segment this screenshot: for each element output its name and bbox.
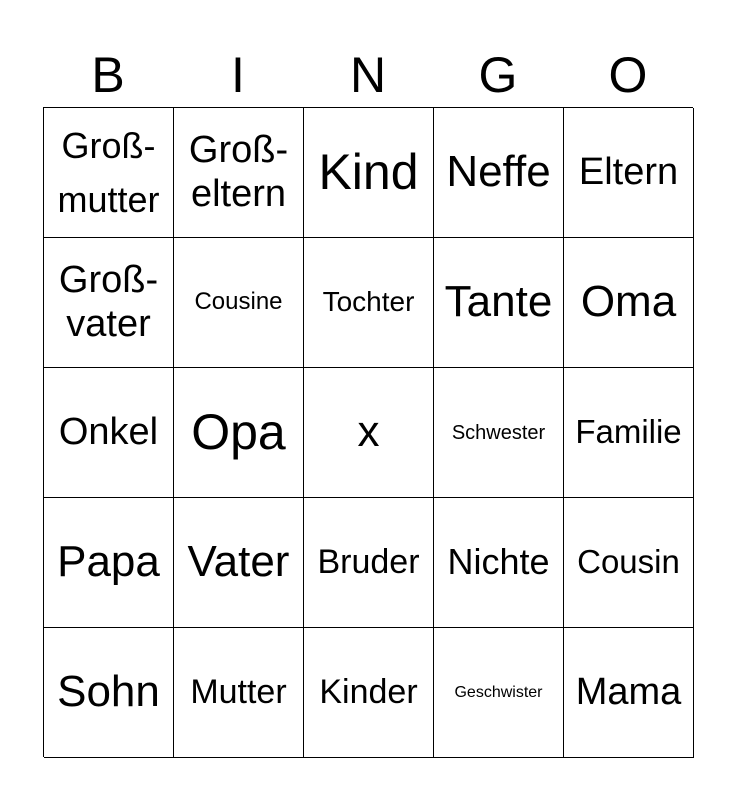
bingo-cell[interactable]: Oma (564, 238, 694, 368)
bingo-cell[interactable]: Bruder (304, 498, 434, 628)
bingo-cell[interactable]: Groß- eltern (174, 108, 304, 238)
header-letter-g: G (478, 47, 518, 103)
bingo-cell[interactable]: Groß- mutter (44, 108, 174, 238)
bingo-cell[interactable]: Kinder (304, 628, 434, 758)
bingo-cell[interactable]: Nichte (434, 498, 564, 628)
bingo-cell[interactable]: Kind (304, 108, 434, 238)
bingo-cell[interactable]: Mama (564, 628, 694, 758)
bingo-cell free-space[interactable]: x (304, 368, 434, 498)
bingo-cell[interactable]: Mutter (174, 628, 304, 758)
bingo-cell[interactable]: Neffe (434, 108, 564, 238)
bingo-board (43, 107, 693, 757)
bingo-cell[interactable]: Papa (44, 498, 174, 628)
bingo-cell[interactable]: Tochter (304, 238, 434, 368)
bingo-cell[interactable]: Cousine (174, 238, 304, 368)
header-letter-n: N (349, 47, 387, 103)
bingo-cell[interactable]: Groß- vater (44, 238, 174, 368)
bingo-cell[interactable]: Opa (174, 368, 304, 498)
header-letter-o: O (608, 47, 648, 103)
bingo-cell[interactable]: Geschwister (434, 628, 564, 758)
header-letter-i: I (231, 47, 245, 103)
bingo-cell[interactable]: Sohn (44, 628, 174, 758)
bingo-cell[interactable]: Onkel (44, 368, 174, 498)
header-letter-b: B (91, 47, 125, 103)
bingo-cell[interactable]: Schwester (434, 368, 564, 498)
bingo-cell[interactable]: Eltern (564, 108, 694, 238)
bingo-cell[interactable]: Vater (174, 498, 304, 628)
bingo-cell[interactable]: Familie (564, 368, 694, 498)
bingo-cell[interactable]: Tante (434, 238, 564, 368)
bingo-header (43, 44, 693, 106)
bingo-cell[interactable]: Cousin (564, 498, 694, 628)
